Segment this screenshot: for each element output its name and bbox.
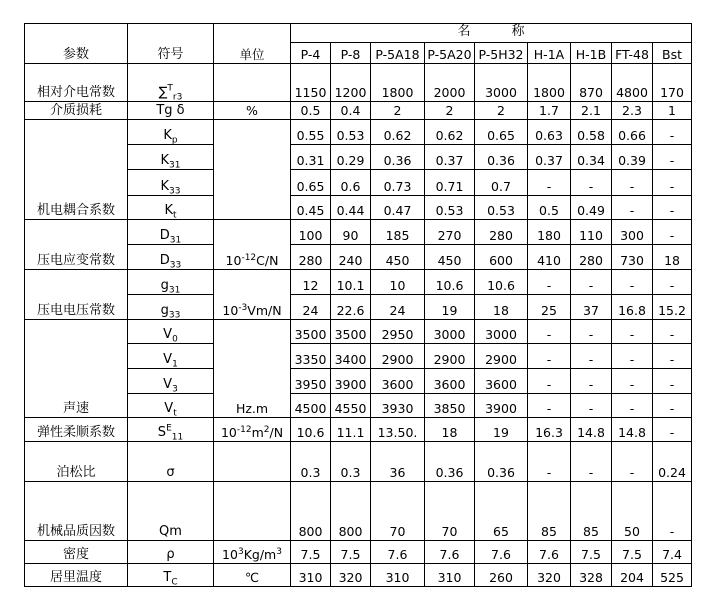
value-cell: 0.31 — [291, 145, 331, 170]
value-cell: 25 — [528, 295, 571, 320]
symbol-cell: $K_{31}$ — [128, 145, 214, 170]
col-header: P-8 — [331, 43, 371, 64]
value-cell: 0.65 — [475, 120, 528, 145]
value-cell: 85 — [528, 482, 571, 541]
value-cell: 320 — [528, 564, 571, 587]
table-row — [25, 64, 692, 102]
value-cell: 36 — [371, 442, 425, 482]
value-cell: - — [612, 344, 653, 369]
col-header: H-1B — [571, 43, 612, 64]
value-cell: 0.36 — [475, 442, 528, 482]
symbol-cell: Tg δ — [128, 102, 214, 120]
value-cell: 15.2 — [653, 295, 692, 320]
value-cell: 0.29 — [331, 145, 371, 170]
value-cell: 85 — [571, 482, 612, 541]
table-row — [25, 320, 692, 344]
value-cell: 310 — [371, 564, 425, 587]
value-cell: - — [528, 320, 571, 344]
value-cell: - — [528, 369, 571, 394]
value-cell: 3000 — [475, 320, 528, 344]
value-cell: 204 — [612, 564, 653, 587]
group-label: 机电耦合系数 — [25, 120, 128, 220]
col-header: Bst — [653, 43, 692, 64]
value-cell: 10.6 — [291, 418, 331, 442]
value-cell: 3950 — [291, 369, 331, 394]
value-cell: 14.8 — [612, 418, 653, 442]
symbol-cell: ∑$^T_{r3}$ — [128, 64, 214, 102]
value-cell: 110 — [571, 220, 612, 245]
value-cell: 18 — [475, 295, 528, 320]
group-label: 相对介电常数 — [25, 64, 128, 102]
value-cell: 0.7 — [475, 170, 528, 196]
value-cell: 410 — [528, 245, 571, 270]
table-row — [25, 564, 692, 587]
value-cell: 24 — [371, 295, 425, 320]
group-label: 压电应变常数 — [25, 220, 128, 270]
value-cell: 730 — [612, 245, 653, 270]
table-row — [25, 220, 692, 245]
value-cell: 0.58 — [571, 120, 612, 145]
value-cell: 24 — [291, 295, 331, 320]
value-cell: 10.1 — [331, 270, 371, 295]
unit-cell: $10^{-12}m^2/N$ — [214, 418, 291, 442]
value-cell: 37 — [571, 295, 612, 320]
value-cell: - — [571, 170, 612, 196]
value-cell: 2900 — [475, 344, 528, 369]
value-cell: - — [528, 170, 571, 196]
value-cell: 10 — [371, 270, 425, 295]
value-cell: 22.6 — [331, 295, 371, 320]
value-cell: - — [528, 344, 571, 369]
value-cell: 328 — [571, 564, 612, 587]
value-cell: 16.3 — [528, 418, 571, 442]
symbol-cell: $V_3$ — [128, 369, 214, 394]
value-cell: - — [653, 170, 692, 196]
table-row — [25, 120, 692, 145]
value-cell: 1.7 — [528, 102, 571, 120]
value-cell: 260 — [475, 564, 528, 587]
header-name: 名 称 — [291, 24, 692, 43]
value-cell: 3930 — [371, 394, 425, 418]
value-cell: - — [612, 196, 653, 220]
value-cell: - — [612, 394, 653, 418]
value-cell: - — [653, 120, 692, 145]
value-cell: - — [653, 482, 692, 541]
value-cell: 4500 — [291, 394, 331, 418]
value-cell: 0.55 — [291, 120, 331, 145]
value-cell: 800 — [291, 482, 331, 541]
value-cell: - — [653, 270, 692, 295]
value-cell: 10.6 — [475, 270, 528, 295]
value-cell: 0.65 — [291, 170, 331, 196]
value-cell: 7.6 — [425, 541, 475, 564]
value-cell: - — [528, 394, 571, 418]
col-header: P-5H32 — [475, 43, 528, 64]
value-cell: 16.8 — [612, 295, 653, 320]
value-cell: 50 — [612, 482, 653, 541]
value-cell: 0.47 — [371, 196, 425, 220]
value-cell: 870 — [571, 64, 612, 102]
value-cell: 0.71 — [425, 170, 475, 196]
group-label: 密度 — [25, 541, 128, 564]
table-row — [25, 442, 692, 482]
value-cell: 0.6 — [331, 170, 371, 196]
value-cell: 1200 — [331, 64, 371, 102]
value-cell: 0.53 — [475, 196, 528, 220]
unit-cell — [214, 482, 291, 541]
unit-cell: Hz.m — [214, 320, 291, 418]
value-cell: 800 — [331, 482, 371, 541]
value-cell: - — [528, 270, 571, 295]
value-cell: 70 — [425, 482, 475, 541]
value-cell: - — [653, 220, 692, 245]
value-cell: 0.39 — [612, 145, 653, 170]
value-cell: 4800 — [612, 64, 653, 102]
unit-cell — [214, 64, 291, 102]
value-cell: - — [571, 344, 612, 369]
group-label: 弹性柔顺系数 — [25, 418, 128, 442]
unit-cell — [214, 442, 291, 482]
value-cell: 280 — [475, 220, 528, 245]
value-cell: 100 — [291, 220, 331, 245]
value-cell: 14.8 — [571, 418, 612, 442]
value-cell: 0.5 — [291, 102, 331, 120]
value-cell: 0.44 — [331, 196, 371, 220]
header-symbol: 符号 — [128, 24, 214, 64]
symbol-cell: $D_{31}$ — [128, 220, 214, 245]
value-cell: 600 — [475, 245, 528, 270]
value-cell: 3500 — [291, 320, 331, 344]
value-cell: 0.53 — [331, 120, 371, 145]
value-cell: - — [653, 394, 692, 418]
value-cell: 3600 — [371, 369, 425, 394]
unit-cell: % — [214, 102, 291, 120]
value-cell: 2950 — [371, 320, 425, 344]
value-cell: 7.4 — [653, 541, 692, 564]
value-cell: 0.3 — [331, 442, 371, 482]
value-cell: 70 — [371, 482, 425, 541]
value-cell: 65 — [475, 482, 528, 541]
table-row — [25, 102, 692, 120]
value-cell: 90 — [331, 220, 371, 245]
value-cell: 7.6 — [371, 541, 425, 564]
value-cell: 0.4 — [331, 102, 371, 120]
value-cell: - — [612, 320, 653, 344]
value-cell: 0.37 — [425, 145, 475, 170]
symbol-cell: $D_{33}$ — [128, 245, 214, 270]
unit-cell: $10^{-3}Vm/N$ — [214, 270, 291, 320]
value-cell: - — [571, 369, 612, 394]
symbol-cell: $g_{31}$ — [128, 270, 214, 295]
value-cell: 310 — [425, 564, 475, 587]
col-header: P-5A18 — [371, 43, 425, 64]
value-cell: 270 — [425, 220, 475, 245]
value-cell: 0.5 — [528, 196, 571, 220]
value-cell: 2000 — [425, 64, 475, 102]
value-cell: - — [571, 270, 612, 295]
symbol-cell: ρ — [128, 541, 214, 564]
value-cell: 3900 — [331, 369, 371, 394]
value-cell: 1150 — [291, 64, 331, 102]
value-cell: 7.5 — [612, 541, 653, 564]
header-unit: 单位 — [214, 24, 291, 64]
value-cell: 7.5 — [291, 541, 331, 564]
value-cell: 11.1 — [331, 418, 371, 442]
value-cell: - — [612, 442, 653, 482]
symbol-cell: $K_t$ — [128, 196, 214, 220]
value-cell: 0.45 — [291, 196, 331, 220]
table-row — [25, 541, 692, 564]
symbol-cell: $S^E_{11}$ — [128, 418, 214, 442]
value-cell: 280 — [571, 245, 612, 270]
value-cell: 0.62 — [425, 120, 475, 145]
value-cell: 12 — [291, 270, 331, 295]
value-cell: 0.36 — [475, 145, 528, 170]
value-cell: 450 — [371, 245, 425, 270]
group-label: 压电电压常数 — [25, 270, 128, 320]
value-cell: - — [612, 170, 653, 196]
table-row — [25, 418, 692, 442]
value-cell: 280 — [291, 245, 331, 270]
value-cell: 0.62 — [371, 120, 425, 145]
col-header: H-1A — [528, 43, 571, 64]
value-cell: 0.34 — [571, 145, 612, 170]
value-cell: 1800 — [528, 64, 571, 102]
symbol-cell: $V_1$ — [128, 344, 214, 369]
value-cell: - — [528, 442, 571, 482]
value-cell: 3350 — [291, 344, 331, 369]
value-cell: 4550 — [331, 394, 371, 418]
value-cell: - — [653, 344, 692, 369]
value-cell: - — [653, 418, 692, 442]
value-cell: - — [571, 442, 612, 482]
value-cell: 0.73 — [371, 170, 425, 196]
value-cell: 3000 — [475, 64, 528, 102]
value-cell: 19 — [475, 418, 528, 442]
symbol-cell: Qm — [128, 482, 214, 541]
group-label: 居里温度 — [25, 564, 128, 587]
value-cell: - — [653, 369, 692, 394]
value-cell: 0.66 — [612, 120, 653, 145]
col-header: FT-48 — [612, 43, 653, 64]
unit-cell: ℃ — [214, 564, 291, 587]
value-cell: - — [612, 369, 653, 394]
value-cell: 320 — [331, 564, 371, 587]
property-table — [24, 23, 692, 587]
value-cell: 2 — [371, 102, 425, 120]
symbol-cell: $K_{33}$ — [128, 170, 214, 196]
value-cell: 3900 — [475, 394, 528, 418]
value-cell: 0.49 — [571, 196, 612, 220]
value-cell: 2900 — [425, 344, 475, 369]
value-cell: 185 — [371, 220, 425, 245]
value-cell: - — [571, 394, 612, 418]
value-cell: 19 — [425, 295, 475, 320]
group-label: 泊松比 — [25, 442, 128, 482]
value-cell: 0.53 — [425, 196, 475, 220]
value-cell: - — [653, 320, 692, 344]
value-cell: 0.63 — [528, 120, 571, 145]
value-cell: 2.1 — [571, 102, 612, 120]
symbol-cell: σ — [128, 442, 214, 482]
value-cell: 525 — [653, 564, 692, 587]
value-cell: 300 — [612, 220, 653, 245]
value-cell: 7.6 — [528, 541, 571, 564]
value-cell: 3500 — [331, 320, 371, 344]
symbol-cell: $V_t$ — [128, 394, 214, 418]
header-param: 参数 — [25, 24, 128, 64]
value-cell: 7.6 — [475, 541, 528, 564]
value-cell: 7.5 — [331, 541, 371, 564]
unit-cell — [214, 120, 291, 220]
value-cell: 3000 — [425, 320, 475, 344]
symbol-cell: $T_C$ — [128, 564, 214, 587]
value-cell: - — [653, 145, 692, 170]
value-cell: 310 — [291, 564, 331, 587]
value-cell: 2 — [475, 102, 528, 120]
value-cell: 0.37 — [528, 145, 571, 170]
value-cell: 3600 — [475, 369, 528, 394]
value-cell: 3850 — [425, 394, 475, 418]
value-cell: 0.36 — [425, 442, 475, 482]
value-cell: 0.36 — [371, 145, 425, 170]
group-label: 声速 — [25, 320, 128, 418]
value-cell: 180 — [528, 220, 571, 245]
table-row — [25, 482, 692, 541]
unit-cell: $10^{-12}C/N$ — [214, 220, 291, 270]
value-cell: 3600 — [425, 369, 475, 394]
col-header: P-4 — [291, 43, 331, 64]
symbol-cell: $V_0$ — [128, 320, 214, 344]
value-cell: 18 — [653, 245, 692, 270]
col-header: P-5A20 — [425, 43, 475, 64]
unit-cell: $10^3Kg/m^3$ — [214, 541, 291, 564]
value-cell: 10.6 — [425, 270, 475, 295]
value-cell: - — [612, 270, 653, 295]
group-label: 机械品质因数 — [25, 482, 128, 541]
value-cell: 2 — [425, 102, 475, 120]
value-cell: 2900 — [371, 344, 425, 369]
value-cell: 7.5 — [571, 541, 612, 564]
value-cell: - — [653, 196, 692, 220]
value-cell: 1 — [653, 102, 692, 120]
value-cell: 240 — [331, 245, 371, 270]
value-cell: 0.24 — [653, 442, 692, 482]
value-cell: 450 — [425, 245, 475, 270]
table-row — [25, 270, 692, 295]
value-cell: 3400 — [331, 344, 371, 369]
value-cell: 2.3 — [612, 102, 653, 120]
symbol-cell: $g_{33}$ — [128, 295, 214, 320]
symbol-cell: $K_p$ — [128, 120, 214, 145]
value-cell: - — [571, 320, 612, 344]
value-cell: 18 — [425, 418, 475, 442]
value-cell: 0.3 — [291, 442, 331, 482]
group-label: 介质损耗 — [25, 102, 128, 120]
value-cell: 1800 — [371, 64, 425, 102]
value-cell: 13.50. — [371, 418, 425, 442]
value-cell: 170 — [653, 64, 692, 102]
